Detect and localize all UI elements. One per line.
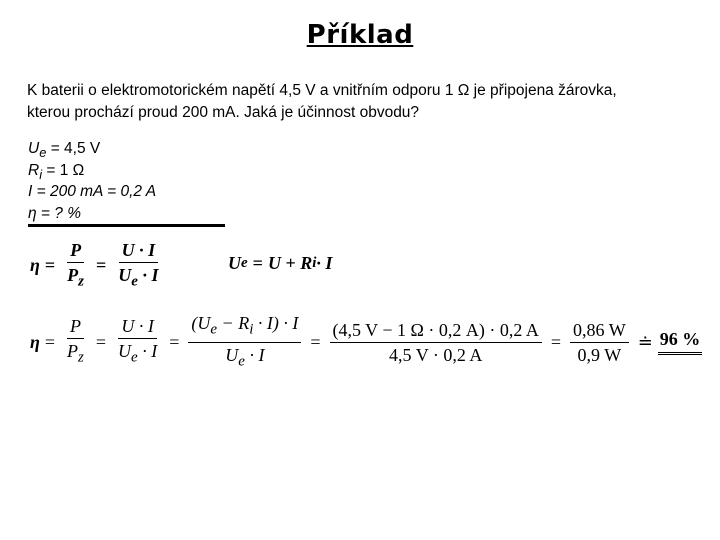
given-divider: [28, 224, 225, 227]
page-title: Příklad: [306, 20, 414, 50]
given-current: I = 200 mA = 0,2 A: [28, 183, 157, 200]
result-value: 96 %: [658, 329, 703, 355]
formula-calculation: η = $\frac{P}{P_z}$ = $\frac{U \cdot I}{U_e \cdot I}$ = $\frac{(U_e - R_i \cdot I) \cdot I}{U_e \cdot I}$ = $\frac{(4,5 V - 1 \Omega \cdot 0,2 A) \cdot 0,2 A}{4,5 V \cdot 0,2 A}$ = $\frac{0,86 W}{0,9 W}$ ≐ 96 %: [30, 313, 701, 370]
formula-efficiency-definition: η = $\frac{P}{P_z}$ = $\frac{U \cdot I}{U_e \cdot I}$: [30, 240, 159, 290]
problem-statement: [27, 80, 697, 124]
problem-line-2: kterou prochází proud 200 mA. Jaká je účinnost obvodu?: [27, 104, 420, 121]
problem-line-1: K baterii o elektromotorickém napětí 4,5 V a vnitřním odporu 1 Ω je připojena žárovka,: [27, 82, 617, 99]
given-ri: $R_i = 1$ Ω: [28, 162, 85, 183]
formula-emf: U e = U + R i · I: [228, 253, 333, 273]
given-ue: $U_e = 4,5$ V: [28, 140, 101, 161]
given-efficiency: η = ? %: [28, 205, 81, 222]
